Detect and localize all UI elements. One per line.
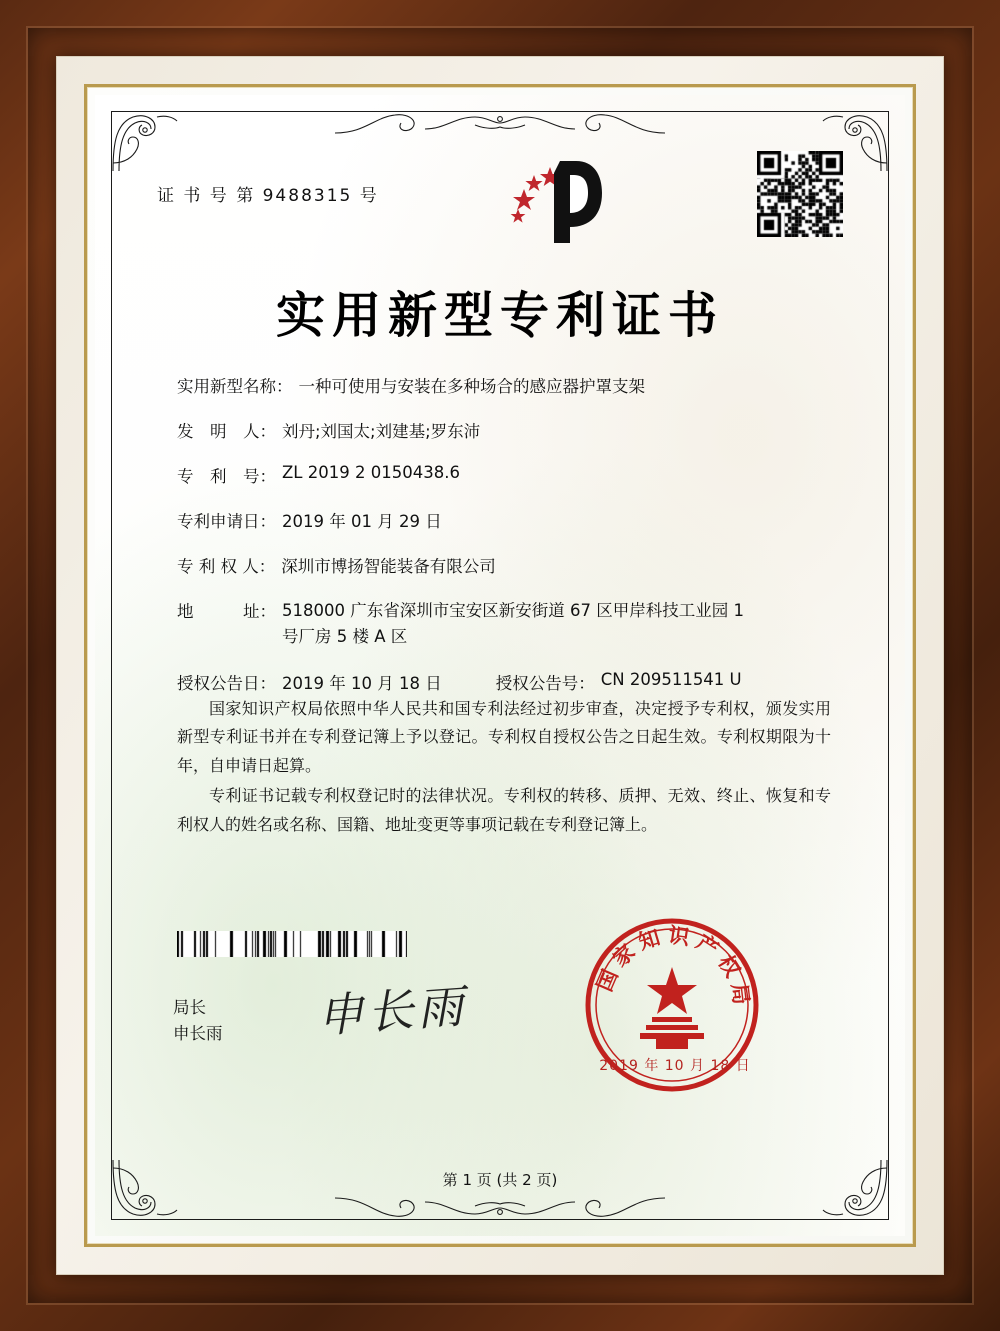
certificate-content (95, 95, 905, 1236)
grant-number-value: CN 209511541 U (600, 670, 742, 690)
certificate-paper (95, 95, 905, 1236)
svg-text:国家知识产权局: 国家知识产权局 (592, 922, 755, 1012)
field-label: 专利申请日： (177, 512, 276, 531)
signature-block (173, 995, 223, 1046)
field-value: 一种可使用与安装在多种场合的感应器护罩支架 (298, 377, 645, 396)
field-value: 2019 年 01 月 29 日 (282, 512, 442, 531)
legal-text (177, 695, 831, 841)
legal-paragraph: 专利证书记载专利权登记时的法律状况。专利权的转移、质押、无效、终止、恢复和专利权人的姓名或名称、国籍、地址变更等事项记载在专利登记簿上。 (177, 786, 831, 834)
field-row-patentee (177, 553, 841, 577)
page-title: 实用新型专利证书 (275, 287, 724, 344)
field-value: 518000 广东省深圳市宝安区新安街道 67 区甲岸科技工业园 1 号厂房 5 楼 A 区 (282, 601, 744, 646)
seal-date: 2019 年 10 月 18 日 (599, 1058, 751, 1074)
barcode-icon (177, 931, 407, 957)
field-value: 深圳市博扬智能装备有限公司 (281, 557, 496, 576)
field-label: 专 利 权 人： (177, 557, 276, 576)
field-label: 实用新型名称： (177, 377, 293, 396)
field-row-address (177, 598, 841, 649)
field-label: 地 址： (177, 602, 276, 621)
grant-date-value: 2019 年 10 月 18 日 (282, 674, 442, 694)
qr-code-icon (757, 151, 843, 237)
field-row-application-date (177, 508, 841, 532)
field-value: 刘丹;刘国太;刘建基;罗东沛 (282, 422, 481, 441)
handwritten-signature: 申长雨 (315, 978, 469, 1044)
patent-office-logo-icon (498, 153, 618, 249)
certificate-number: 证 书 号 第 9488315 号 (157, 186, 379, 206)
field-label: 发 明 人： (177, 422, 276, 441)
director-name: 申长雨 (173, 1023, 223, 1043)
field-list (177, 373, 841, 715)
gold-border (84, 84, 916, 1247)
field-value: ZL 2019 2 0150438.6 (282, 463, 460, 482)
field-label: 专 利 号： (177, 467, 276, 486)
legal-paragraph: 国家知识产权局依照中华人民共和国专利法经过初步审查，决定授予专利权，颁发实用新型专利证书并在专利登记簿上予以登记。专利权自授权公告之日起生效。专利权期限为十年，自申请日起算。 (177, 699, 831, 775)
grant-date-label: 授权公告日： (177, 674, 276, 694)
field-row-patent-number (177, 463, 841, 487)
director-title: 局长 (173, 998, 206, 1017)
grant-number-label: 授权公告号： (495, 674, 595, 694)
field-row-name (177, 373, 841, 397)
field-row-grant (177, 670, 841, 694)
field-row-inventors (177, 418, 841, 442)
frame-mat (56, 56, 944, 1275)
page-footer: 第 1 页 (共 2 页) (442, 1171, 558, 1189)
